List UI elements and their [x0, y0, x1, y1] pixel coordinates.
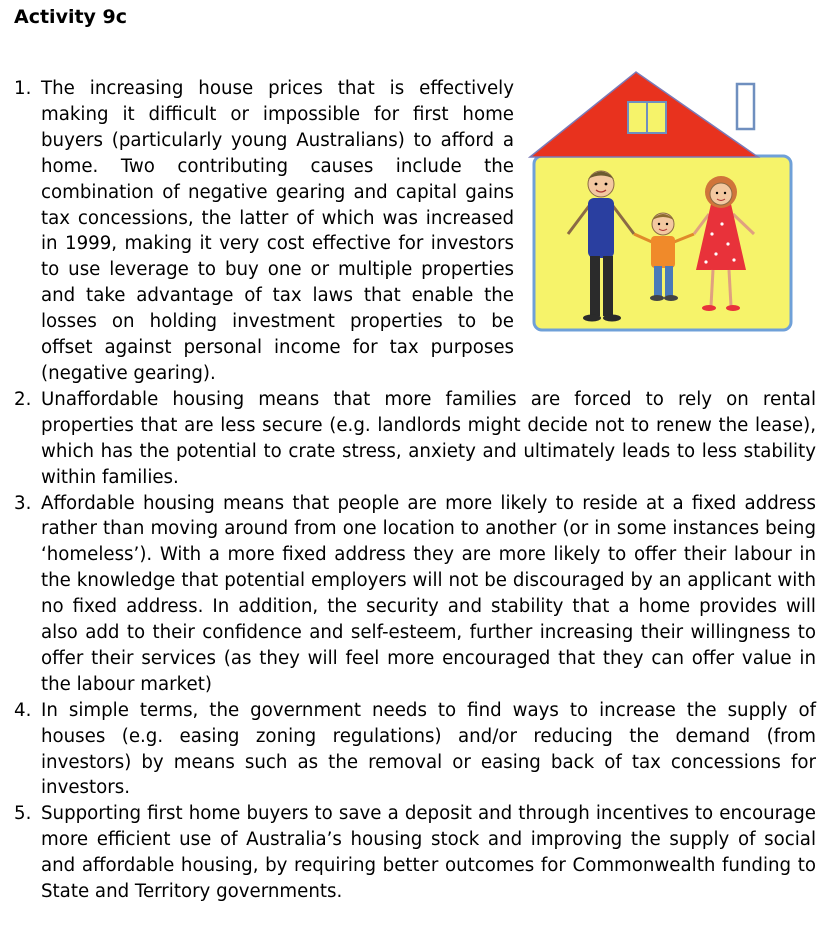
list-item — [14, 698, 816, 802]
list-item — [14, 801, 816, 905]
list-item-number: 4. — [14, 699, 32, 721]
list-item-text: Unaffordable housing means that more families are forced to rely on rental properties that are less secure (e.g. landlords might decide not to renew the lease), which has the potential to crate stress, anxiety and ultimately leads to less stability within families. — [41, 388, 816, 488]
list-item-number: 1. — [14, 78, 32, 99]
list-item-text: Supporting first home buyers to save a deposit and through incentives to encourage more efficient use of Australia’s housing stock and improving the supply of social and affordable housing, by requiring better outcomes for Commonwealth funding to State and Territory governments. — [41, 803, 816, 903]
list-item-text: Affordable housing means that people are more likely to reside at a fixed address rather than moving around from one location to another (or in some instances being ‘homeless’). With a more fixed address they are more likely to offer their labour in the knowledge that potential employers will not be discouraged by an applicant with no fixed address. In addition, the security and stability that a home provides will also add to their confidence and self-esteem, further increasing their willingness to offer their services (as they will feel more encouraged that they can offer value in the labour market) — [41, 492, 816, 695]
list-item-number: 5. — [14, 803, 32, 825]
activity-title: Activity 9c — [14, 6, 128, 28]
list-item-number: 3. — [14, 492, 32, 514]
list-item-text: In simple terms, the government needs to find ways to increase the supply of houses (e.g. easing zoning regulations) and/or reducing the demand (from investors) by means such as the removal or easing back of tax concessions for investors. — [41, 699, 816, 799]
list-item — [14, 387, 816, 491]
list-item — [14, 76, 514, 387]
answer-list — [14, 76, 816, 905]
list-item-number: 2. — [14, 388, 32, 410]
list-item-text: The increasing house prices that is effectively making it difficult or impossible for first home buyers (particularly young Australians) to afford a home. Two contributing causes include the combination of negative gearing and capital gains tax concessions, the latter of which was increased in 1999, making it very cost effective for investors to use leverage to buy one or multiple properties and take advantage of tax laws that enable the losses on holding investment properties to be offset against personal income for tax purposes (negative gearing). — [41, 78, 514, 384]
list-item — [14, 491, 816, 698]
